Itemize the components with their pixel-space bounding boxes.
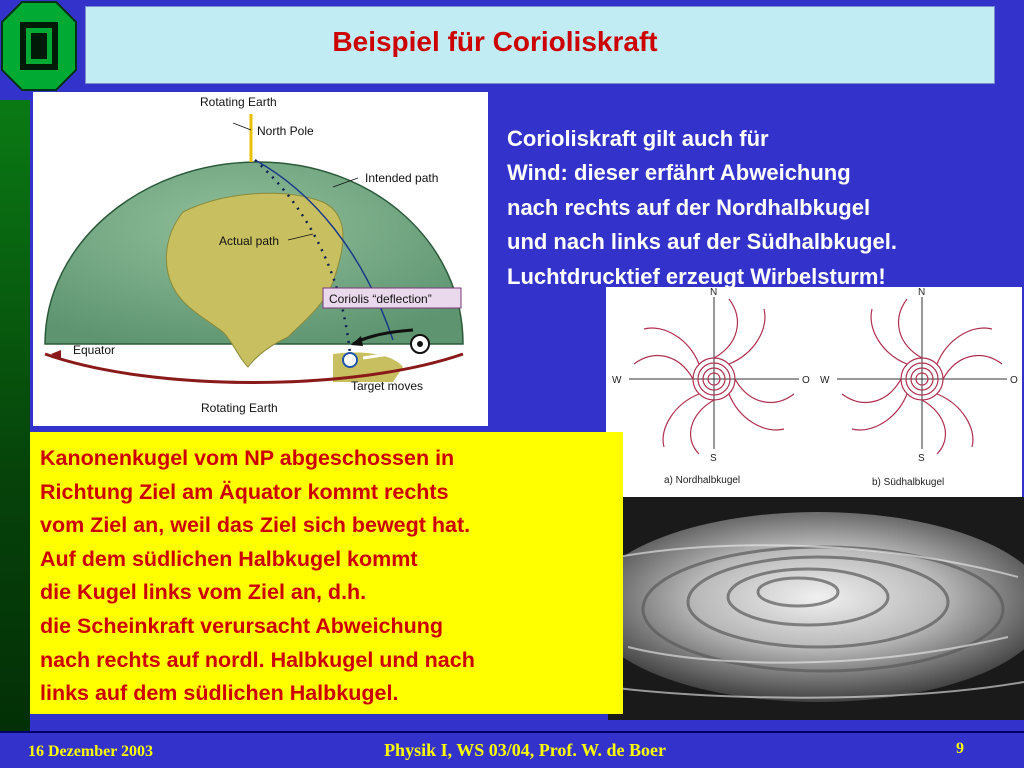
cyclone-satellite-photo: [608, 497, 1024, 720]
explanation-line: nach rechts auf nordl. Halbkugel und nach: [40, 647, 475, 672]
label-target-moves: Target moves: [351, 379, 424, 393]
south-label-o: O: [1010, 375, 1018, 386]
north-caption: a) Nordhalbkugel: [664, 475, 741, 486]
north-label-o: O: [802, 375, 810, 386]
south-label-w: W: [820, 375, 830, 386]
label-equator: Equator: [73, 343, 116, 357]
right-text-line: und nach links auf der Südhalbkugel.: [507, 229, 897, 255]
footer-course: Physik I, WS 03/04, Prof. W. de Boer: [384, 740, 666, 760]
coriolis-globe-diagram: [33, 92, 488, 426]
slide-title: Beispiel für Corioliskraft: [332, 26, 658, 57]
north-hemisphere-spiral: [612, 287, 810, 486]
label-coriolis-deflection: Coriolis “deflection”: [329, 292, 432, 306]
right-text-line: Corioliskraft gilt auch für: [507, 126, 769, 151]
explanation-line: die Scheinkraft verursacht Abweichung: [40, 613, 444, 638]
right-text-line: Luchtdrucktief erzeugt Wirbelsturm!: [507, 263, 886, 289]
right-text-line: Wind: dieser erfährt Abweichung: [507, 160, 851, 186]
explanation-line: links auf dem südlichen Halbkugel.: [40, 681, 399, 706]
explanation-box: [30, 432, 623, 714]
label-intended-path: Intended path: [365, 171, 439, 185]
footer-date: 16 Dezember 2003: [28, 743, 153, 760]
explanation-line: Kanonenkugel vom NP abgeschossen in: [40, 446, 455, 470]
ball-icon: [343, 353, 357, 367]
explanation-line: Auf dem südlichen Halbkugel kommt: [40, 546, 418, 571]
right-text-line: nach rechts auf der Nordhalbkugel: [507, 194, 871, 220]
label-rotating-earth-bottom: Rotating Earth: [201, 401, 278, 415]
north-label-n: N: [710, 287, 718, 298]
university-logo-icon: [0, 0, 78, 92]
explanation-line: Richtung Ziel am Äquator kommt rechts: [40, 479, 449, 504]
south-label-n: N: [918, 287, 926, 298]
right-text-block: [507, 122, 1017, 294]
north-label-w: W: [612, 375, 622, 386]
south-hemisphere-spiral: [820, 287, 1018, 488]
south-label-s: S: [918, 453, 925, 464]
south-caption: b) Südhalbkugel: [872, 477, 945, 488]
north-label-s: S: [710, 453, 717, 464]
wind-spiral-diagram: [606, 287, 1022, 497]
label-rotating-earth-top: Rotating Earth: [200, 95, 277, 109]
label-north-pole: North Pole: [257, 124, 314, 138]
page-number: 9: [956, 740, 964, 757]
explanation-line: vom Ziel an, weil das Ziel sich bewegt hat.: [40, 513, 471, 538]
footer-divider: [0, 731, 1024, 733]
side-bar: [0, 100, 30, 732]
explanation-line: die Kugel links vom Ziel an, d.h.: [40, 580, 367, 605]
label-actual-path: Actual path: [219, 234, 280, 248]
